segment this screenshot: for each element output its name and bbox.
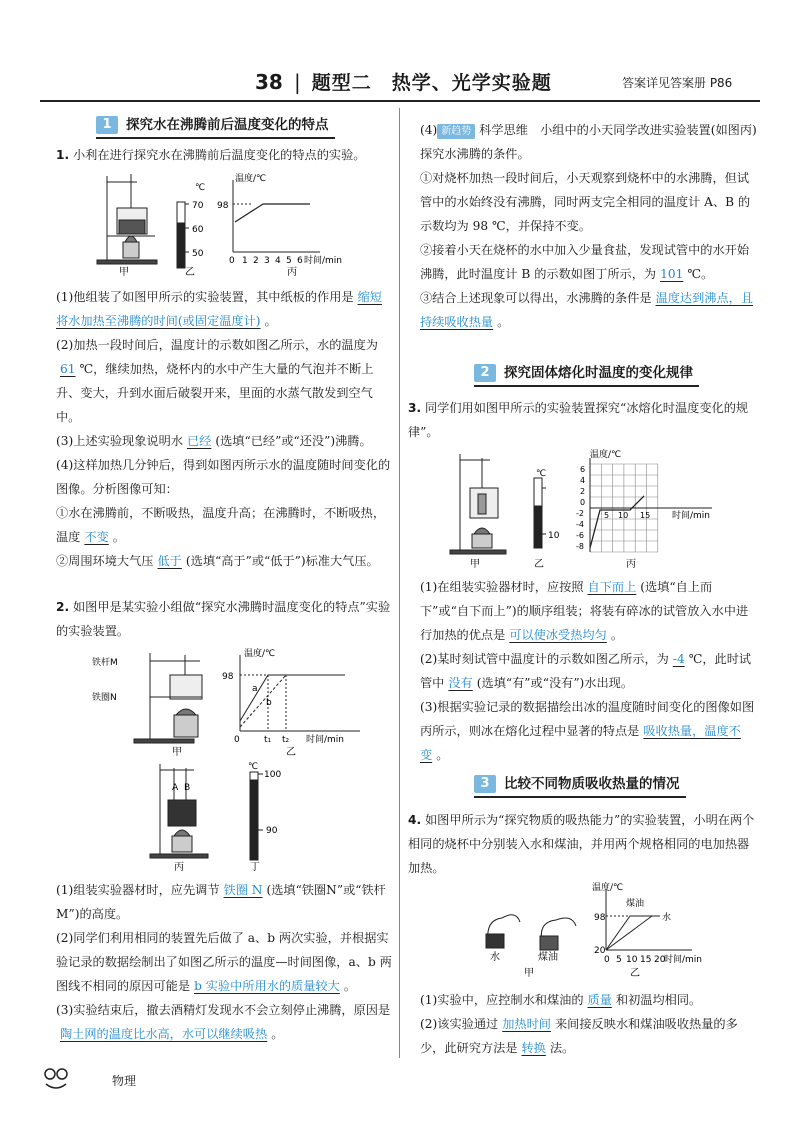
page-title: 题型二 热学、光学实验题 <box>311 72 552 94</box>
q4-part1: (1)实验中，应控制水和煤油的 质量 和初温均相同。 <box>420 993 702 1007</box>
q1-number: 1. <box>56 148 70 162</box>
q4-part2-answer2: 转换 <box>521 1041 546 1055</box>
q2-part4-2-answer: 101 <box>660 267 684 281</box>
q2-part4-3-answer: 温度达到沸点，且持续吸收热量 <box>420 291 754 329</box>
q1-part1-answer: 缩短将水加热至沸腾的时间(或固定温度计) <box>56 290 382 328</box>
q2-figure-bottom <box>150 760 300 872</box>
section-3-title <box>474 774 686 798</box>
q1-part3-answer: 已经 <box>186 434 212 448</box>
q4-x-tick-20: 20 <box>654 955 666 965</box>
q2-graph-yi <box>240 655 360 731</box>
q3-x-tick-5: 5 <box>604 511 610 520</box>
q2-part1-answer: 铁圈 N <box>223 883 263 897</box>
q4-x-tick-15: 15 <box>640 955 652 965</box>
column-divider <box>399 108 400 1058</box>
q4-x-tick-5: 5 <box>616 955 622 965</box>
q2-part4-2: ②接着小天在烧杯的水中加入少量食盐，发现试管中的水开始沸腾，此时温度计 B 的示数如图丁所示，为 101 ℃。 <box>420 243 750 281</box>
q3-figure <box>450 448 720 570</box>
q3-graph-ylabel: 温度/℃ <box>590 450 622 460</box>
q1-graph-x4: 4 <box>275 256 281 266</box>
q1-apparatus-jia <box>97 174 157 264</box>
q3-y-tick-6: 6 <box>580 465 586 474</box>
q3-y-tick-m6: -6 <box>576 531 584 540</box>
q3-fig-label-jia: 甲 <box>470 559 480 570</box>
q2-part3-answer: 陶土网的温度比水高，水可以继续吸热 <box>60 1027 268 1041</box>
q1-graph-y98: 98 <box>217 201 229 211</box>
q3-part2-answer: -4 <box>672 652 685 666</box>
header-rule <box>40 100 760 102</box>
q2-apparatus-bing <box>150 764 208 858</box>
q2-graph-y98: 98 <box>222 672 234 682</box>
q1-part4-2: ②周围环境大气压 低于 (选填“高于”或“低于”)标准大气压。 <box>56 554 379 568</box>
q2-stem-text: 如图甲是某实验小组做“探究水沸腾时温度变化的特点”实验的实验装置。 <box>56 600 391 638</box>
q2-fig-label-bing: 丙 <box>174 862 184 873</box>
q4-graph-ylabel: 温度/℃ <box>592 883 624 893</box>
q4-fig-oil: 煤油 <box>538 952 558 963</box>
q3-part1-answer: 自下而上 <box>587 580 637 594</box>
q3-fig-label-bing: 丙 <box>626 559 636 570</box>
section-2-label: 探究固体熔化时温度的变化规律 <box>504 365 693 381</box>
q2-part4: (4) 新趋势 科学思维 小组中的小天同学改进实验装置(如图丙)探究水沸腾的条件。 ①对烧杯加热一段时间后，小天观察到烧杯中的水沸腾，但试管中的水始终没有沸腾，同时两支完全相同的温度计 A、B 的示数均为 98 ℃，并保持不变。 ②接着小天在烧杯的水中加入少量食盐，发现试管中的水开始沸腾，此时温度计 B 的示数如图丁所示，为 101 ℃。 ③结合上述现象可以得出，水沸腾的条件是 温度达到沸点，且持续吸收热量 。 <box>420 118 760 334</box>
q4-graph-y98: 98 <box>594 913 606 923</box>
q4-part2-answer: 加热时间 <box>502 1017 551 1031</box>
q2-part1: (1)组装实验器材时，应先调节 铁圈 N (选填“铁圈N”或“铁杆 M”)的高度。 <box>56 883 386 921</box>
q1-stem-text: 小利在进行探究水在沸腾前后温度变化的特点的实验。 <box>73 148 366 162</box>
q2-fig-label-jia: 甲 <box>172 747 182 758</box>
q3-part1: (1)在组装实验器材时，应按照 自下而上 (选填“自上而下”或“自下而上”)的顺序组装；将装有碎冰的试管放入水中进行加热的优点是 可以使冰受热均匀 。 <box>420 580 749 642</box>
q4-fig-label-yi: 乙 <box>630 968 640 979</box>
q4-graph-line-oil: 煤油 <box>626 899 645 909</box>
q2-stem <box>56 595 396 643</box>
q3-x-tick-10: 10 <box>618 511 629 520</box>
q3-y-tick-m2: -2 <box>576 509 584 518</box>
q1-figure <box>95 168 343 280</box>
q2-fig-label-yi: 乙 <box>286 747 296 758</box>
q1-graph-bing <box>233 180 320 252</box>
q4-figure <box>480 880 703 980</box>
q1-graph-x6: 6 <box>297 256 303 266</box>
q3-fig-label-yi: 乙 <box>534 559 544 570</box>
q1-part2-answer: 61 <box>60 362 76 376</box>
q1-graph-x0: 0 <box>229 256 235 266</box>
footer-logo-icon <box>42 1066 70 1092</box>
q2-fig-label-ding: 丁 <box>250 862 260 873</box>
q1-thermo-unit: ℃ <box>195 183 206 193</box>
q1-part2: (2)加热一段时间后，温度计的示数如图乙所示，水的温度为61 ℃，继续加热，烧杯内的水中产生大量的气泡并不断上升、变大，升到水面后破裂开来，里面的水蒸气散发到空气中。 <box>56 338 378 424</box>
section-3-label: 比较不同物质吸收热量的情况 <box>504 776 680 792</box>
q1-part4-2-answer: 低于 <box>157 554 182 568</box>
q4-graph-y20: 20 <box>594 946 606 956</box>
q2-graph-t2: t₂ <box>282 735 290 745</box>
q4-graph-xlabel: 时间/min <box>664 955 703 965</box>
q4-fig-water: 水 <box>490 952 500 963</box>
footer-subject: 物理 <box>112 1074 137 1088</box>
section-3-number: 3 <box>474 775 496 793</box>
answer-reference: 答案详见答案册 P86 <box>622 76 733 90</box>
q3-parts <box>420 575 760 767</box>
q1-part4-1: ①水在沸腾前，不断吸热，温度升高；在沸腾时，不断吸热，温度 不变 。 <box>56 506 386 544</box>
q1-thermometer-yi <box>177 202 189 268</box>
q3-y-tick-4: 4 <box>580 476 586 485</box>
section-2-number: 2 <box>474 364 496 382</box>
q1-graph-x5: 5 <box>286 256 292 266</box>
q4-parts <box>420 988 760 1060</box>
q3-stem-text: 同学们用如图甲所示的实验装置探究“冰熔化时温度变化的规律”。 <box>408 401 749 439</box>
q2-graph-ylabel: 温度/℃ <box>244 649 276 659</box>
q2-number: 2. <box>56 600 70 614</box>
q1-thermo-tick-70: 70 <box>192 201 204 211</box>
q4-number: 4. <box>408 813 422 827</box>
q2-ding-unit: ℃ <box>248 762 259 772</box>
q3-graph-xlabel: 时间/min <box>672 511 711 521</box>
q4-stem <box>408 808 760 880</box>
q4-fig-label-jia: 甲 <box>524 968 534 979</box>
q2-part3: (3)实验结束后，撤去酒精灯发现水不会立刻停止沸腾，原因是陶土网的温度比水高，水可以继续吸热 。 <box>56 1003 391 1041</box>
q1-fig-label-jia: 甲 <box>119 267 129 278</box>
q1-graph-ylabel: 温度/℃ <box>235 174 267 184</box>
q3-y-tick-0: 0 <box>580 498 586 507</box>
q1-part4: (4)这样加热几分钟后，得到如图丙所示水的温度随时间变化的图像。分析图像可知： <box>56 458 391 496</box>
q3-thermometer-yi <box>534 478 546 548</box>
q1-parts <box>56 285 394 573</box>
new-trend-tag: 新趋势 <box>437 124 475 139</box>
q1-stem <box>56 143 396 167</box>
q2-part2: (2)同学们利用相同的装置先后做了 a、b 两次实验，并根据实验记录的数据绘制出了如图乙所示的温度—时间图像，a、b 两图线不相同的原因可能是 b 实验中所用水的质量较大 。 <box>56 931 392 993</box>
q2-figure-top <box>90 645 370 757</box>
q1-part3: (3)上述实验现象说明水 已经 (选填“已经”或“还没”)沸腾。 <box>56 434 372 448</box>
q4-x-tick-10: 10 <box>626 955 638 965</box>
section-2-title <box>474 363 699 387</box>
q2-apparatus-jia <box>134 653 202 743</box>
q3-thermo-unit: ℃ <box>536 469 547 479</box>
q2-thermo-a: A <box>172 783 179 793</box>
q4-part2: (2)该实验通过 加热时间 来间接反映水和煤油吸收热量的多少，此研究方法是 转换 法。 <box>420 1017 738 1055</box>
q1-graph-x1: 1 <box>242 256 248 266</box>
q4-part1-answer: 质量 <box>587 993 612 1007</box>
section-1-number: 1 <box>96 116 118 134</box>
q1-part1: (1)他组装了如图甲所示的实验装置，其中纸板的作用是 缩短将水加热至沸腾的时间(或固定温度计) 。 <box>56 290 382 328</box>
q2-part4-1: ①对烧杯加热一段时间后，小天观察到烧杯中的水沸腾，但试管中的水始终没有沸腾，同时两支完全相同的温度计 A、B 的示数均为 98 ℃，并保持不变。 <box>420 171 751 233</box>
q1-graph-x2: 2 <box>253 256 259 266</box>
q3-thermo-tick: 10 <box>548 531 560 541</box>
q3-part2: (2)某时刻试管中温度计的示数如图乙所示，为 -4 ℃，此时试管中 没有 (选填“有”或“没有”)水出现。 <box>420 652 752 690</box>
q2-graph-line-a: a <box>252 684 258 694</box>
q4-stem-text: 如图甲所示为“探究物质的吸热能力”的实验装置，小明在两个相同的烧杯中分别装入水和煤油，并用两个规格相同的电加热器加热。 <box>408 813 755 875</box>
q2-ding-tick-90: 90 <box>266 826 278 836</box>
q2-part2-answer: b 实验中所用水的质量较大 <box>194 979 340 993</box>
q3-y-tick-m8: -8 <box>576 542 584 551</box>
q2-graph-line-b: b <box>266 698 272 708</box>
q2-part4-3: ③结合上述现象可以得出，水沸腾的条件是 温度达到沸点，且持续吸收热量 。 <box>420 291 754 329</box>
section-1-label: 探究水在沸腾前后温度变化的特点 <box>126 117 329 133</box>
q1-fig-label-bing: 丙 <box>287 267 297 278</box>
q3-part3: (3)根据实验记录的数据描绘出冰的温度随时间变化的图像如图丙所示，则冰在熔化过程中显著的特点是 吸收热量，温度不变 。 <box>420 700 755 762</box>
q1-part4-1-answer: 不变 <box>84 530 109 544</box>
page-number: 38 <box>255 70 283 94</box>
q3-y-tick-2: 2 <box>580 487 586 496</box>
q4-apparatus-jia <box>486 915 576 950</box>
q2-fig-tiegan: 铁杆M <box>92 658 118 668</box>
q4-graph-yi <box>606 890 692 950</box>
q3-number: 3. <box>408 401 422 415</box>
header-divider: | <box>293 70 301 94</box>
q3-y-tick-m4: -4 <box>576 520 584 529</box>
q3-x-tick-15: 15 <box>640 511 651 520</box>
q2-thermometer-ding <box>250 772 263 860</box>
q3-part1-answer2: 可以使冰受热均匀 <box>509 628 607 642</box>
q3-stem <box>408 396 760 444</box>
q3-apparatus-jia <box>450 454 506 554</box>
q1-graph-xlabel: 时间/min <box>304 256 343 266</box>
q1-graph-x3: 3 <box>264 256 270 266</box>
q2-ding-tick-100: 100 <box>264 770 282 780</box>
q3-part3-answer: 吸收热量，温度不变 <box>420 724 741 762</box>
q2-fig-tiequan: 铁圈N <box>92 693 117 703</box>
section-1-title <box>96 115 335 139</box>
q2-thermo-b: B <box>184 783 191 793</box>
q2-graph-t1: t₁ <box>264 735 272 745</box>
q4-x-tick-0: 0 <box>604 955 610 965</box>
q2-graph-xlabel: 时间/min <box>306 735 345 745</box>
q1-thermo-tick-60: 60 <box>192 225 204 235</box>
q1-thermo-tick-50: 50 <box>192 249 204 259</box>
q1-fig-label-yi: 乙 <box>185 267 195 278</box>
q3-part2-answer2: 没有 <box>448 676 473 690</box>
q2-parts <box>56 878 394 1046</box>
q4-graph-line-water: 水 <box>662 913 672 923</box>
q2-graph-origin: 0 <box>234 735 240 745</box>
